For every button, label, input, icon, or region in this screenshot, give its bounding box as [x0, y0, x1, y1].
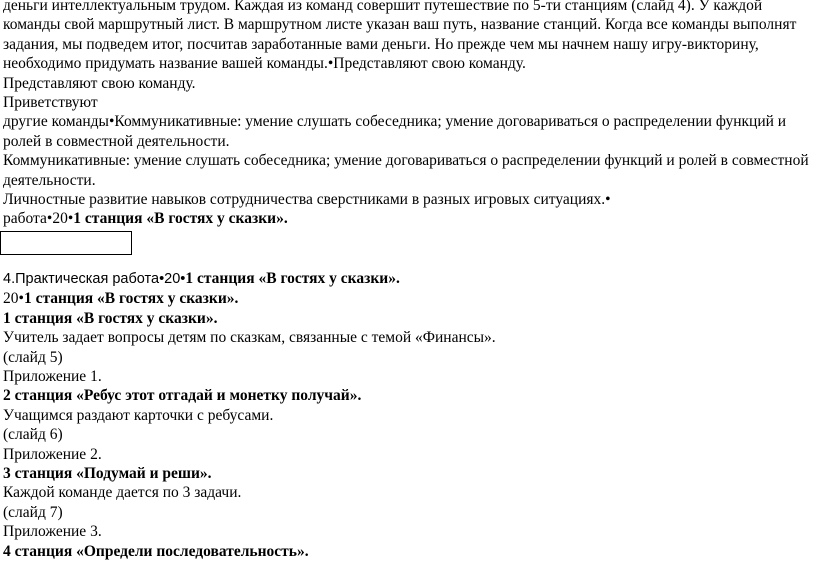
station-3-appendix: Приложение 3. [3, 523, 102, 541]
station-3-text: Каждой команде дается по 3 задачи. [3, 484, 242, 502]
intro-team-line: Представляют свою команду. [3, 74, 196, 92]
empty-text-box [0, 231, 132, 255]
spacer [3, 255, 811, 269]
document-body [3, 0, 811, 561]
practical-heading [3, 269, 811, 289]
station-1-title: 1 станция «В гостях у сказки». [3, 309, 218, 327]
work-prefix: работа•20• [3, 210, 74, 228]
intro-communicative-1: другие команды•Коммуникативные: умение слушать собеседника; умение договариваться о распределении функций и ролей в совместной деятельности. [3, 113, 787, 150]
station-2-title: 2 станция «Ребус этот отгадай и монетку получай». [3, 387, 362, 405]
practical-line-2-title: 1 станция «В гостях у сказки». [23, 290, 239, 308]
practical-line-2 [3, 289, 811, 308]
station-2-slide: (слайд 6) [3, 426, 63, 444]
station-1-slide: (слайд 5) [3, 348, 63, 366]
station-4-title: 4 станция «Определи последовательность». [3, 542, 309, 560]
station-1-appendix: Приложение 1. [3, 367, 102, 385]
station-2-appendix: Приложение 2. [3, 445, 102, 463]
intro-communicative-2: Коммуникативные: умение слушать собеседника; умение договариваться о распределении функций и ролей в совместной деятельности. [3, 152, 809, 189]
station-1-text: Учитель задает вопросы детям по сказкам, связанные с темой «Финансы». [3, 329, 496, 347]
practical-prefix: 4.Практическая работа•20• [3, 270, 186, 287]
station-2-text: Учащимся раздают карточки с ребусами. [3, 406, 274, 424]
intro-greet-line: Приветствуют [3, 94, 98, 112]
station-3-slide: (слайд 7) [3, 503, 63, 521]
intro-work-line [3, 209, 811, 228]
station-3-title: 3 станция «Подумай и реши». [3, 464, 212, 482]
work-station-title: 1 станция «В гостях у сказки». [73, 210, 288, 228]
practical-station-title: 1 станция «В гостях у сказки». [185, 269, 400, 287]
practical-line-2-prefix: 20• [3, 290, 24, 308]
intro-paragraph: деньги интеллектуальным трудом. Каждая из команд совершит путешествие по 5-ти станциям (слайд 4). У каждой команды свой маршрутный лист. В маршрутном листе указан ваш путь, название станций. Когда все команды выполнят задания, мы подведем итог, посчитав заработанные вами деньги. Но прежде чем мы начнем нашу игру-викторину, необходимо придумать название вашей команды.•Представляют свою команду. [3, 0, 797, 73]
intro-personal-line: Личностные развитие навыков сотрудничества сверстниками в разных игровых ситуациях.• [3, 191, 611, 209]
